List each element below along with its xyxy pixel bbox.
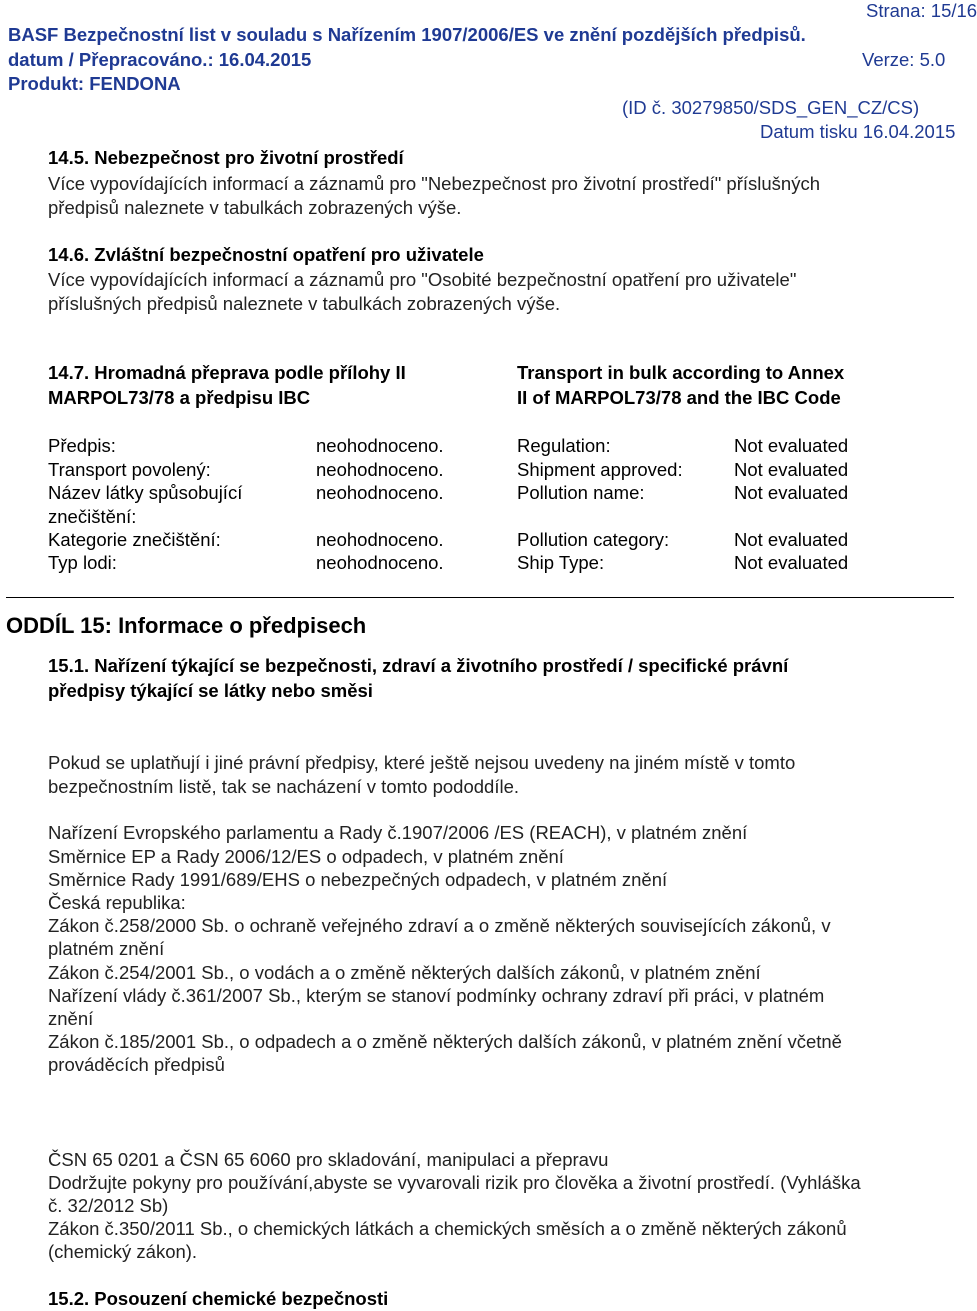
document-id: (ID č. 30279850/SDS_GEN_CZ/CS) [622,97,920,118]
section-14-6-text: příslušných předpisů naleznete v tabulkách zobrazených výše. [48,293,561,314]
ship-type-value-en: Not evaluated [734,552,849,573]
section-14-6-text: Více vypovídajících informací a záznamů pro "Osobité bezpečnostní opatření pro uživatele" [48,269,797,290]
product-name: Produkt: FENDONA [8,73,181,94]
other-regulation-line: č. 32/2012 Sb) [48,1195,169,1216]
regulation-line: Nařízení Evropského parlamentu a Rady č.1907/2006 /ES (REACH), v platném znění [48,822,748,843]
regulation-line: Zákon č.258/2000 Sb. o ochraně veřejného zdraví a o změně některých souvisejících zákonů, v [48,915,831,936]
version: Verze: 5.0 [862,49,946,70]
regulation-label-cz: Předpis: [48,435,116,456]
section-14-5-text: předpisů naleznete v tabulkách zobrazených výše. [48,197,462,218]
regulation-line: Česká republika: [48,892,186,913]
shipment-label-cz: Transport povolený: [48,459,211,480]
regulation-line: Zákon č.185/2001 Sb., o odpadech a o změně některých dalších zákonů, v platném znění včetně [48,1031,842,1052]
pollution-name-label-cz: Název látky spůsobující [48,482,243,503]
section-14-5-title: 14.5. Nebezpečnost pro životní prostředí [48,147,404,168]
shipment-value-cz: neohodnoceno. [316,459,444,480]
other-regulation-line: Zákon č.350/2011 Sb., o chemických látkách a chemických směsích a o změně některých zákonů [48,1218,847,1239]
regulation-line: platném znění [48,938,165,959]
document-title: BASF Bezpečnostní list v souladu s Nařízením 1907/2006/ES ve znění pozdějších předpisů. [8,24,806,45]
ship-type-value-cz: neohodnoceno. [316,552,444,573]
section-14-6-title: 14.6. Zvláštní bezpečnostní opatření pro uživatele [48,244,484,265]
page-number: Strana: 15/16 [866,0,977,21]
section-15-1-title: 15.1. Nařízení týkající se bezpečnosti, zdraví a životního prostředí / specifické právní [48,655,789,676]
section-15-1-intro: Pokud se uplatňují i jiné právní předpisy, které ještě nejsou uvedeny na jiném místě v tomto [48,752,796,773]
regulation-line: Směrnice Rady 1991/689/EHS o nebezpečných odpadech, v platném znění [48,869,668,890]
pollution-category-label-en: Pollution category: [517,529,670,550]
other-regulation-line: Dodržujte pokyny pro používání,abyste se vyvarovali rizik pro člověka a životní prostředí. (Vyhláška [48,1172,861,1193]
regulation-line: prováděcích předpisů [48,1054,225,1075]
pollution-category-label-cz: Kategorie znečištění: [48,529,221,550]
pollution-name-value-cz: neohodnoceno. [316,482,444,503]
section-14-7-title-cz: MARPOL73/78 a předpisu IBC [48,387,311,408]
regulation-line: Nařízení vlády č.361/2007 Sb., kterým se stanoví podmínky ochrany zdraví při práci, v platném [48,985,825,1006]
regulation-line: Zákon č.254/2001 Sb., o vodách a o změně některých dalších zákonů, v platném znění [48,962,761,983]
section-15-title: ODDÍL 15: Informace o předpisech [6,613,367,638]
pollution-name-label-cz-cont: znečištění: [48,506,137,527]
revision-date: datum / Přepracováno.: 16.04.2015 [8,49,312,70]
ship-type-label-cz: Typ lodi: [48,552,117,573]
pollution-name-label-en: Pollution name: [517,482,645,503]
pollution-category-value-cz: neohodnoceno. [316,529,444,550]
pollution-name-value-en: Not evaluated [734,482,849,503]
section-14-7-title-en: Transport in bulk according to Annex [517,362,845,383]
section-14-7-title-cz: 14.7. Hromadná přeprava podle přílohy II [48,362,406,383]
regulation-label-en: Regulation: [517,435,611,456]
section-15-1-title: předpisy týkající se látky nebo směsi [48,680,373,701]
pollution-category-value-en: Not evaluated [734,529,849,550]
shipment-value-en: Not evaluated [734,459,849,480]
ship-type-label-en: Ship Type: [517,552,605,573]
section-divider [6,597,954,598]
shipment-label-en: Shipment approved: [517,459,683,480]
other-regulation-line: ČSN 65 0201 a ČSN 65 6060 pro skladování, manipulaci a přepravu [48,1149,609,1170]
regulation-line: Směrnice EP a Rady 2006/12/ES o odpadech, v platném znění [48,846,564,867]
regulation-value-en: Not evaluated [734,435,849,456]
other-regulation-line: (chemický zákon). [48,1241,198,1262]
section-15-1-intro: bezpečnostním listě, tak se nacházení v tomto pododdíle. [48,776,520,797]
regulation-value-cz: neohodnoceno. [316,435,444,456]
print-date: Datum tisku 16.04.2015 [760,121,956,142]
section-14-5-text: Více vypovídajících informací a záznamů pro "Nebezpečnost pro životní prostředí" příslušných [48,173,820,194]
section-15-2-title: 15.2. Posouzení chemické bezpečnosti [48,1288,389,1309]
section-14-7-title-en: II of MARPOL73/78 and the IBC Code [517,387,841,408]
regulation-line: znění [48,1008,94,1029]
